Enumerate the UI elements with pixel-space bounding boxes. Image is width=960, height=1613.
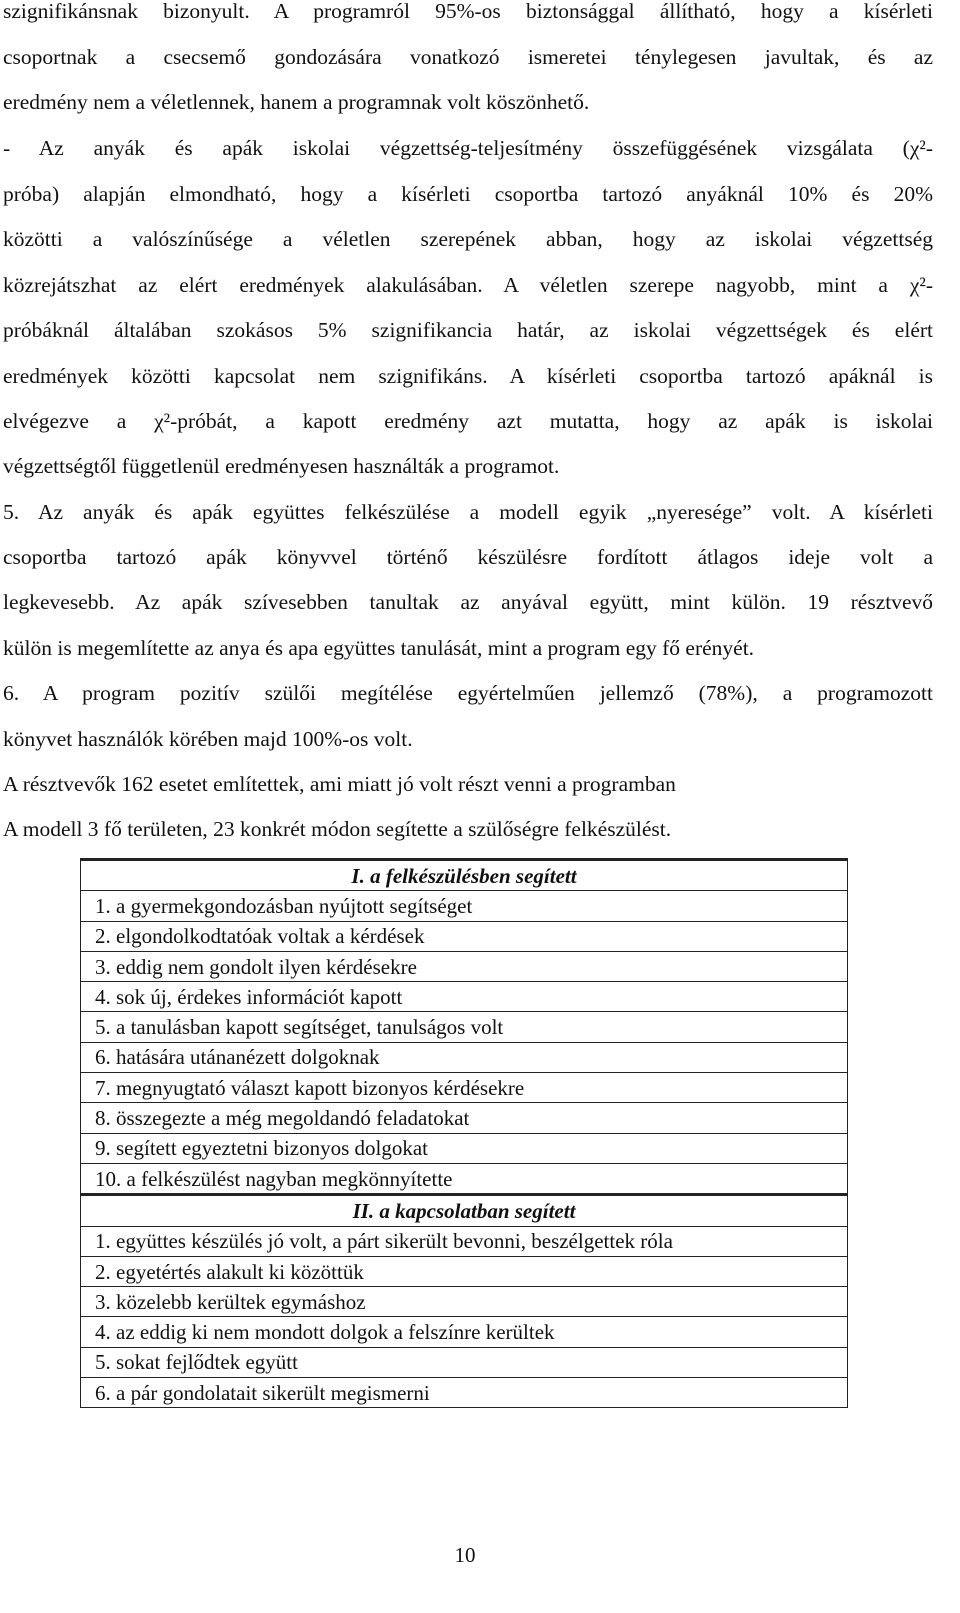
paragraph-line: eredmények közötti kapcsolat nem szignifikáns. A kísérleti csoportba tartozó apáknál is — [3, 364, 933, 388]
table-cell: 4. sok új, érdekes információt kapott — [81, 982, 848, 1012]
table-row — [81, 1256, 848, 1286]
table-row — [81, 982, 848, 1012]
section-heading: I. a felkészülésben segített — [81, 860, 848, 891]
table-row — [81, 1012, 848, 1042]
table-cell: 4. az eddig ki nem mondott dolgok a felszínre kerültek — [81, 1317, 848, 1347]
table-row — [81, 1378, 848, 1408]
paragraph-line: csoportnak a csecsemő gondozására vonatkozó ismeretei ténylegesen javultak, és az — [3, 45, 933, 69]
paragraph-line: 6. A program pozitív szülői megítélése egyértelműen jellemző (78%), a programozott — [3, 681, 933, 705]
table-row — [81, 1042, 848, 1072]
table-cell: 3. közelebb kerültek egymáshoz — [81, 1287, 848, 1317]
table-row — [81, 951, 848, 981]
paragraph-line: A résztvevők 162 esetet említettek, ami miatt jó volt részt venni a programban — [3, 772, 676, 796]
paragraph-line: külön is megemlítette az anya és apa együttes tanulását, mint a program egy fő erényét. — [3, 636, 755, 660]
paragraph-line: elvégezve a χ²-próbát, a kapott eredmény azt mutatta, hogy az apák is iskolai — [3, 409, 933, 433]
help-areas-table — [80, 858, 848, 1408]
section-heading: II. a kapcsolatban segített — [81, 1195, 848, 1226]
paragraph-line: könyvet használók körében majd 100%-os volt. — [3, 727, 413, 751]
table-row — [81, 921, 848, 951]
table-row — [81, 891, 848, 921]
paragraph-line: végzettségtől függetlenül eredményesen használták a programot. — [3, 454, 560, 478]
table-cell: 7. megnyugtató választ kapott bizonyos kérdésekre — [81, 1073, 848, 1103]
paragraph-line: közrejátszhat az elért eredmények alakulásában. A véletlen szerepe nagyobb, mint a χ²- — [3, 273, 933, 297]
table-row — [81, 1073, 848, 1103]
paragraph-line: legkevesebb. Az apák szívesebben tanultak az anyával együtt, mint külön. 19 résztvevő — [3, 590, 933, 614]
table-cell: 8. összegezte a még megoldandó feladatokat — [81, 1103, 848, 1133]
paragraph-line: szignifikánsnak bizonyult. A programról 95%-os biztonsággal állítható, hogy a kísérleti — [3, 0, 933, 23]
paragraph-line: próbáknál általában szokásos 5% szignifikancia határ, az iskolai végzettségek és elért — [3, 318, 933, 342]
paragraph-line: A modell 3 fő területen, 23 konkrét módon segítette a szülőségre felkészülést. — [3, 817, 672, 841]
table-cell: 10. a felkészülést nagyban megkönnyítette — [81, 1163, 848, 1194]
paragraph-line: eredmény nem a véletlennek, hanem a programnak volt köszönhető. — [3, 90, 590, 114]
table-row — [81, 1133, 848, 1163]
table-cell: 5. a tanulásban kapott segítséget, tanulságos volt — [81, 1012, 848, 1042]
table-cell: 1. együttes készülés jó volt, a párt sikerült bevonni, beszélgettek róla — [81, 1226, 848, 1256]
page-number: 10 — [454, 1543, 476, 1567]
table-cell: 2. elgondolkodtatóak voltak a kérdések — [81, 921, 848, 951]
table-cell: 3. eddig nem gondolt ilyen kérdésekre — [81, 951, 848, 981]
table-row — [81, 1103, 848, 1133]
table-section-heading-row — [81, 860, 848, 891]
table-row — [81, 1347, 848, 1377]
table-row — [81, 1226, 848, 1256]
paragraph-line: - Az anyák és apák iskolai végzettség-teljesítmény összefüggésének vizsgálata (χ²- — [3, 136, 933, 160]
table-section-heading-row — [81, 1195, 848, 1226]
table-cell: 6. a pár gondolatait sikerült megismerni — [81, 1378, 848, 1408]
table-cell: 2. egyetértés alakult ki közöttük — [81, 1256, 848, 1286]
table-row — [81, 1287, 848, 1317]
table-cell: 5. sokat fejlődtek együtt — [81, 1347, 848, 1377]
table-cell: 1. a gyermekgondozásban nyújtott segítséget — [81, 891, 848, 921]
table-cell: 9. segített egyeztetni bizonyos dolgokat — [81, 1133, 848, 1163]
table-row — [81, 1163, 848, 1194]
table-cell: 6. hatására utánanézett dolgoknak — [81, 1042, 848, 1072]
paragraph-line: 5. Az anyák és apák együttes felkészülése a modell egyik „nyeresége” volt. A kísérleti — [3, 500, 933, 524]
paragraph-line: közötti a valószínűsége a véletlen szerepének abban, hogy az iskolai végzettség — [3, 227, 933, 251]
paragraph-line: próba) alapján elmondható, hogy a kísérleti csoportba tartozó anyáknál 10% és 20% — [3, 182, 933, 206]
paragraph-line: csoportba tartozó apák könyvvel történő készülésre fordított átlagos ideje volt a — [3, 545, 933, 569]
table-row — [81, 1317, 848, 1347]
